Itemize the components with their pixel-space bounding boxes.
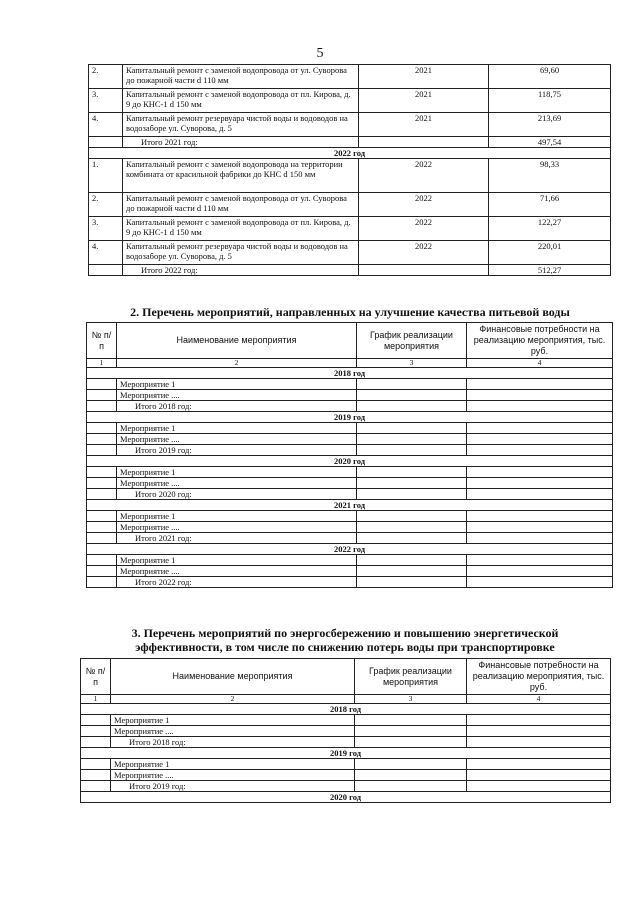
empty-cell (89, 265, 123, 276)
empty-cell (87, 379, 117, 390)
empty-cell (81, 770, 111, 781)
empty-cell (357, 401, 467, 412)
empty-cell (357, 489, 467, 500)
header-name: Наименование мероприятия (111, 659, 355, 695)
total-value: 512,27 (489, 265, 611, 276)
total-label: Итого 2022 год: (123, 265, 359, 276)
activity-name: Капитальный ремонт с заменой водопровода от ул. Суворова до пожарной части d 110 мм (123, 193, 359, 217)
empty-cell (87, 522, 117, 533)
year-cell: 2022 (359, 159, 489, 193)
activity-more: Мероприятие .... (117, 390, 357, 401)
table-row (89, 159, 611, 193)
page-number: 5 (316, 46, 324, 61)
year-label: 2020 год (87, 456, 613, 467)
activity-1: Мероприятие 1 (111, 759, 355, 770)
table-row (89, 193, 611, 217)
year-total: Итого 2020 год: (117, 489, 357, 500)
empty-cell (357, 390, 467, 401)
empty-cell (467, 489, 613, 500)
empty-cell (87, 511, 117, 522)
year-total: Итого 2019 год: (111, 781, 355, 792)
table-row (87, 478, 613, 489)
header-schedule: График реализации мероприятия (357, 323, 467, 359)
header-num: № п/п (87, 323, 117, 359)
year-row (87, 368, 613, 379)
empty-cell (357, 445, 467, 456)
year-row (87, 500, 613, 511)
section-3-title (80, 626, 610, 654)
year-label: 2021 год (87, 500, 613, 511)
empty-cell (81, 737, 111, 748)
activity-1: Мероприятие 1 (117, 379, 357, 390)
year-row (87, 456, 613, 467)
year-label: 2020 год (81, 792, 611, 803)
year-total: Итого 2018 год: (117, 401, 357, 412)
empty-cell (467, 434, 613, 445)
value-cell: 213,69 (489, 113, 611, 137)
empty-cell (359, 265, 489, 276)
activity-name: Капитальный ремонт с заменой водопровода на территории комбината от красильной фабрики до КНС d 150 мм (123, 159, 359, 193)
empty-cell (357, 511, 467, 522)
year-row (81, 792, 611, 803)
value-cell: 69,60 (489, 65, 611, 89)
section-3-title-line1: 3. Перечень мероприятий по энергосбережению и повышению энергетической (131, 626, 559, 640)
table-row (81, 726, 611, 737)
empty-cell (355, 737, 467, 748)
empty-cell (467, 467, 613, 478)
year-label: 2022 год (89, 148, 611, 159)
table-row (81, 759, 611, 770)
table-row (87, 522, 613, 533)
year-label: 2018 год (81, 704, 611, 715)
table-row (89, 217, 611, 241)
table-row (81, 770, 611, 781)
total-row (89, 265, 611, 276)
table-section-2 (86, 322, 613, 588)
value-cell: 118,75 (489, 89, 611, 113)
table-row (89, 89, 611, 113)
table-row (87, 445, 613, 456)
empty-cell (467, 759, 611, 770)
year-cell: 2022 (359, 241, 489, 265)
year-row (81, 704, 611, 715)
table-row (87, 577, 613, 588)
empty-cell (357, 522, 467, 533)
activity-name: Капитальный ремонт с заменой водопровода от пл. Кирова, д. 9 до КНС-1 d 150 мм (123, 89, 359, 113)
empty-cell (87, 577, 117, 588)
year-cell: 2021 (359, 65, 489, 89)
activity-more: Мероприятие .... (117, 566, 357, 577)
section-2-title: 2. Перечень мероприятий, направленных на улучшение качества питьевой воды (130, 305, 570, 319)
activity-1: Мероприятие 1 (117, 555, 357, 566)
empty-cell (359, 137, 489, 148)
year-label: 2018 год (87, 368, 613, 379)
activity-more: Мероприятие .... (117, 478, 357, 489)
empty-cell (467, 390, 613, 401)
table-row (87, 390, 613, 401)
empty-cell (81, 715, 111, 726)
empty-cell (355, 759, 467, 770)
table-section-3 (80, 658, 611, 803)
year-row (87, 412, 613, 423)
empty-cell (467, 577, 613, 588)
empty-cell (357, 478, 467, 489)
year-total: Итого 2018 год: (111, 737, 355, 748)
activity-name: Капитальный ремонт с заменой водопровода от ул. Суворова до пожарной части d 110 мм (123, 65, 359, 89)
column-number: 3 (357, 359, 467, 368)
empty-cell (357, 533, 467, 544)
year-row (81, 748, 611, 759)
empty-cell (467, 478, 613, 489)
total-label: Итого 2021 год: (123, 137, 359, 148)
empty-cell (87, 467, 117, 478)
section-3-title-line2: эффективности, в том числе по снижению потерь воды при транспортировке (135, 640, 555, 654)
empty-cell (357, 577, 467, 588)
empty-cell (467, 533, 613, 544)
table-row (87, 511, 613, 522)
activity-1: Мероприятие 1 (117, 467, 357, 478)
header-row (87, 323, 613, 359)
empty-cell (89, 137, 123, 148)
empty-cell (467, 726, 611, 737)
row-number: 3. (89, 89, 123, 113)
empty-cell (467, 379, 613, 390)
column-number: 2 (111, 695, 355, 704)
empty-cell (87, 434, 117, 445)
empty-cell (81, 759, 111, 770)
empty-cell (355, 770, 467, 781)
table-row (81, 715, 611, 726)
column-number: 1 (87, 359, 117, 368)
empty-cell (87, 423, 117, 434)
table-row (89, 113, 611, 137)
activity-1: Мероприятие 1 (117, 423, 357, 434)
row-number: 4. (89, 113, 123, 137)
header-num: № п/п (81, 659, 111, 695)
table-row (87, 401, 613, 412)
empty-cell (467, 423, 613, 434)
empty-cell (357, 423, 467, 434)
empty-cell (87, 566, 117, 577)
empty-cell (355, 781, 467, 792)
empty-cell (87, 533, 117, 544)
table-row (89, 65, 611, 89)
empty-cell (87, 555, 117, 566)
year-total: Итого 2022 год: (117, 577, 357, 588)
empty-cell (467, 781, 611, 792)
table-row (87, 566, 613, 577)
year-label: 2022 год (87, 544, 613, 555)
column-number: 4 (467, 359, 613, 368)
row-number: 1. (89, 159, 123, 193)
column-number: 4 (467, 695, 611, 704)
empty-cell (467, 555, 613, 566)
empty-cell (467, 770, 611, 781)
header-finance: Финансовые потребности на реализацию мероприятия, тыс. руб. (467, 323, 613, 359)
table-row (87, 423, 613, 434)
value-cell: 71,66 (489, 193, 611, 217)
table-row (87, 434, 613, 445)
column-number: 2 (117, 359, 357, 368)
year-cell: 2021 (359, 89, 489, 113)
year-cell: 2022 (359, 217, 489, 241)
column-number-row (81, 695, 611, 704)
total-value: 497,54 (489, 137, 611, 148)
empty-cell (81, 781, 111, 792)
year-row (89, 148, 611, 159)
empty-cell (467, 401, 613, 412)
activity-more: Мероприятие .... (111, 770, 355, 781)
empty-cell (87, 445, 117, 456)
value-cell: 122,27 (489, 217, 611, 241)
empty-cell (357, 555, 467, 566)
activity-name: Капитальный ремонт резервуара чистой воды и водоводов на водозаборе ул. Суворова, д. 5 (123, 241, 359, 265)
table-row (81, 781, 611, 792)
year-total: Итого 2019 год: (117, 445, 357, 456)
activity-1: Мероприятие 1 (117, 511, 357, 522)
year-label: 2019 год (87, 412, 613, 423)
empty-cell (467, 715, 611, 726)
empty-cell (355, 726, 467, 737)
year-total: Итого 2021 год: (117, 533, 357, 544)
empty-cell (467, 566, 613, 577)
year-cell: 2021 (359, 113, 489, 137)
year-cell: 2022 (359, 193, 489, 217)
empty-cell (355, 715, 467, 726)
row-number: 4. (89, 241, 123, 265)
empty-cell (467, 511, 613, 522)
activity-more: Мероприятие .... (117, 434, 357, 445)
empty-cell (81, 726, 111, 737)
table-row (87, 467, 613, 478)
empty-cell (87, 489, 117, 500)
empty-cell (357, 467, 467, 478)
empty-cell (357, 434, 467, 445)
header-name: Наименование мероприятия (117, 323, 357, 359)
column-number: 3 (355, 695, 467, 704)
empty-cell (87, 401, 117, 412)
empty-cell (467, 445, 613, 456)
table-row (81, 737, 611, 748)
value-cell: 220,01 (489, 241, 611, 265)
table-row (87, 533, 613, 544)
activity-name: Капитальный ремонт с заменой водопровода от пл. Кирова, д. 9 до КНС-1 d 150 мм (123, 217, 359, 241)
table-row (87, 489, 613, 500)
header-row (81, 659, 611, 695)
empty-cell (87, 478, 117, 489)
empty-cell (357, 566, 467, 577)
row-number: 3. (89, 217, 123, 241)
header-schedule: График реализации мероприятия (355, 659, 467, 695)
year-label: 2019 год (81, 748, 611, 759)
table-row (87, 379, 613, 390)
year-row (87, 544, 613, 555)
activity-more: Мероприятие .... (111, 726, 355, 737)
value-cell: 98,33 (489, 159, 611, 193)
empty-cell (467, 737, 611, 748)
row-number: 2. (89, 193, 123, 217)
empty-cell (357, 379, 467, 390)
table-water-supply-repairs (88, 64, 611, 276)
row-number: 2. (89, 65, 123, 89)
column-number: 1 (81, 695, 111, 704)
header-finance: Финансовые потребности на реализацию мероприятия, тыс. руб. (467, 659, 611, 695)
column-number-row (87, 359, 613, 368)
total-row (89, 137, 611, 148)
activity-more: Мероприятие .... (117, 522, 357, 533)
empty-cell (87, 390, 117, 401)
table-row (87, 555, 613, 566)
activity-1: Мероприятие 1 (111, 715, 355, 726)
activity-name: Капитальный ремонт резервуара чистой воды и водоводов на водозаборе ул. Суворова, д. 5 (123, 113, 359, 137)
empty-cell (467, 522, 613, 533)
table-row (89, 241, 611, 265)
